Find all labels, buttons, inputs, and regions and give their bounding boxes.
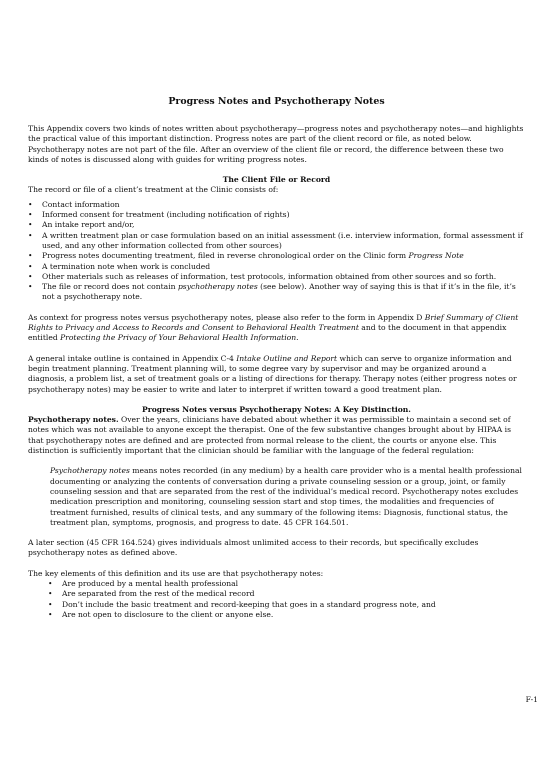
bullet-icon: • <box>28 261 33 271</box>
bullet-icon: • <box>48 578 53 588</box>
list-item: • Don’t include the basic treatment and record-keeping that goes in a standard progress note, and <box>48 599 436 609</box>
page-title: Progress Notes and Psychotherapy Notes <box>168 96 385 107</box>
list-item: • A termination note when work is concluded <box>28 261 211 271</box>
bullet-icon: • <box>28 251 33 261</box>
section-heading-key-distinction: Progress Notes versus Psychotherapy Notes: A Key Distinction. <box>142 404 411 414</box>
list-item: • A written treatment plan or case formulation based on an initial assessment (i.e. interview information, formal assessment if used, and any other information collected from other sources) <box>28 230 523 250</box>
list-item: • Informed consent for treatment (including notification of rights) <box>28 210 290 220</box>
list-item: • Progress notes documenting treatment, filed in reverse chronological order on the Clinic form Progress Note <box>28 251 464 261</box>
client-file-lead: The record or file of a client’s treatment at the Clinic consists of: <box>28 185 279 195</box>
later-section-paragraph: A later section (45 CFR 164.524) gives individuals almost unlimited access to their records, but specifically excludes psychotherapy notes as defined above. <box>28 538 479 558</box>
client-file-list <box>28 200 525 303</box>
list-item: • Contact information <box>28 199 120 209</box>
bullet-icon: • <box>48 599 53 609</box>
list-item: • Are produced by a mental health professional <box>48 578 239 588</box>
psychotherapy-notes-paragraph: Psychotherapy notes. Over the years, clinicians have debated about whether it was permissible to maintain a second set of notes which was not available to anyone except the therapist. One of the few substantive changes brought about by HIPAA is that psychotherapy notes are defined and are protected from normal release to the client, the courts or anyone else. This distinction is sufficiently important that the clinician should be familiar with the language of the federal regulation: <box>28 415 511 456</box>
list-item: • Are not open to disclosure to the client or anyone else. <box>48 609 274 619</box>
page-number: F-1 <box>525 695 538 704</box>
section-heading-client-file: The Client File or Record <box>222 175 331 185</box>
intake-paragraph: A general intake outline is contained in Appendix C-4 Intake Outline and Report which can serve to organize information and begin treatment planning. Treatment planning will, to some degree vary by supervisor and may be organized around a diagnosis, a problem list, a set of treatment goals or a listing of directions for therapy. Therapy notes (either progress notes or psychotherapy notes) may be easier to write and later to interpret if written toward a good treatment plan. <box>28 353 517 394</box>
context-paragraph: As context for progress notes versus psychotherapy notes, please also refer to the form in Appendix D Brief Summary of Client Rights to Privacy and Access to Records and Consent to Behavioral Health Treatment and to the document in that appendix entitled Protecting the Privacy of Your Behavioral Health Information. <box>28 312 519 343</box>
intro-paragraph: This Appendix covers two kinds of notes written about psychotherapy—progress notes and psychotherapy notes—and highlights the practical value of this important distinction. Progress notes are part of the client record or file, as noted below. Psychotherapy notes are not part of the file. After an overview of the client file or record, the difference between these two kinds of notes is discussed along with guides for writing progress notes. <box>28 124 524 164</box>
run-in-heading: Psychotherapy notes. <box>28 415 119 425</box>
list-item: • The file or record does not contain psychotherapy notes (see below). Another way of saying this is that if it’s in the file, it’s not a psychotherapy note. <box>28 282 516 302</box>
bullet-icon: • <box>28 210 33 220</box>
bullet-icon: • <box>28 220 33 230</box>
bullet-icon: • <box>28 230 33 240</box>
bullet-icon: • <box>48 589 53 599</box>
key-elements-lead: The key elements of this definition and its use are that psychotherapy notes: <box>28 568 324 578</box>
list-item: • Other materials such as releases of information, test protocols, information obtained from other sources and so forth. <box>28 271 497 281</box>
key-elements-list <box>28 579 525 620</box>
bullet-icon: • <box>48 609 53 619</box>
list-item: • Are separated from the rest of the medical record <box>48 589 255 599</box>
document-page <box>28 96 525 620</box>
bullet-icon: • <box>28 271 33 281</box>
bullet-icon: • <box>28 199 33 209</box>
bullet-icon: • <box>28 282 33 292</box>
list-item: • An intake report and/or, <box>28 220 135 230</box>
regulation-quote: Psychotherapy notes means notes recorded (in any medium) by a health care provider who is a mental health professional documenting or analyzing the contents of conversation during a private counseling session or a group, joint, or family counseling session and that are separated from the rest of the individual’s medical record. Psychotherapy notes excludes medication prescription and monitoring, counseling session start and stop times, the modalities and frequencies of treatment furnished, results of clinical tests, and any summary of the following items: Diagnosis, functional status, the treatment plan, symptoms, prognosis, and progress to date. 45 CFR 164.501. <box>50 466 522 527</box>
